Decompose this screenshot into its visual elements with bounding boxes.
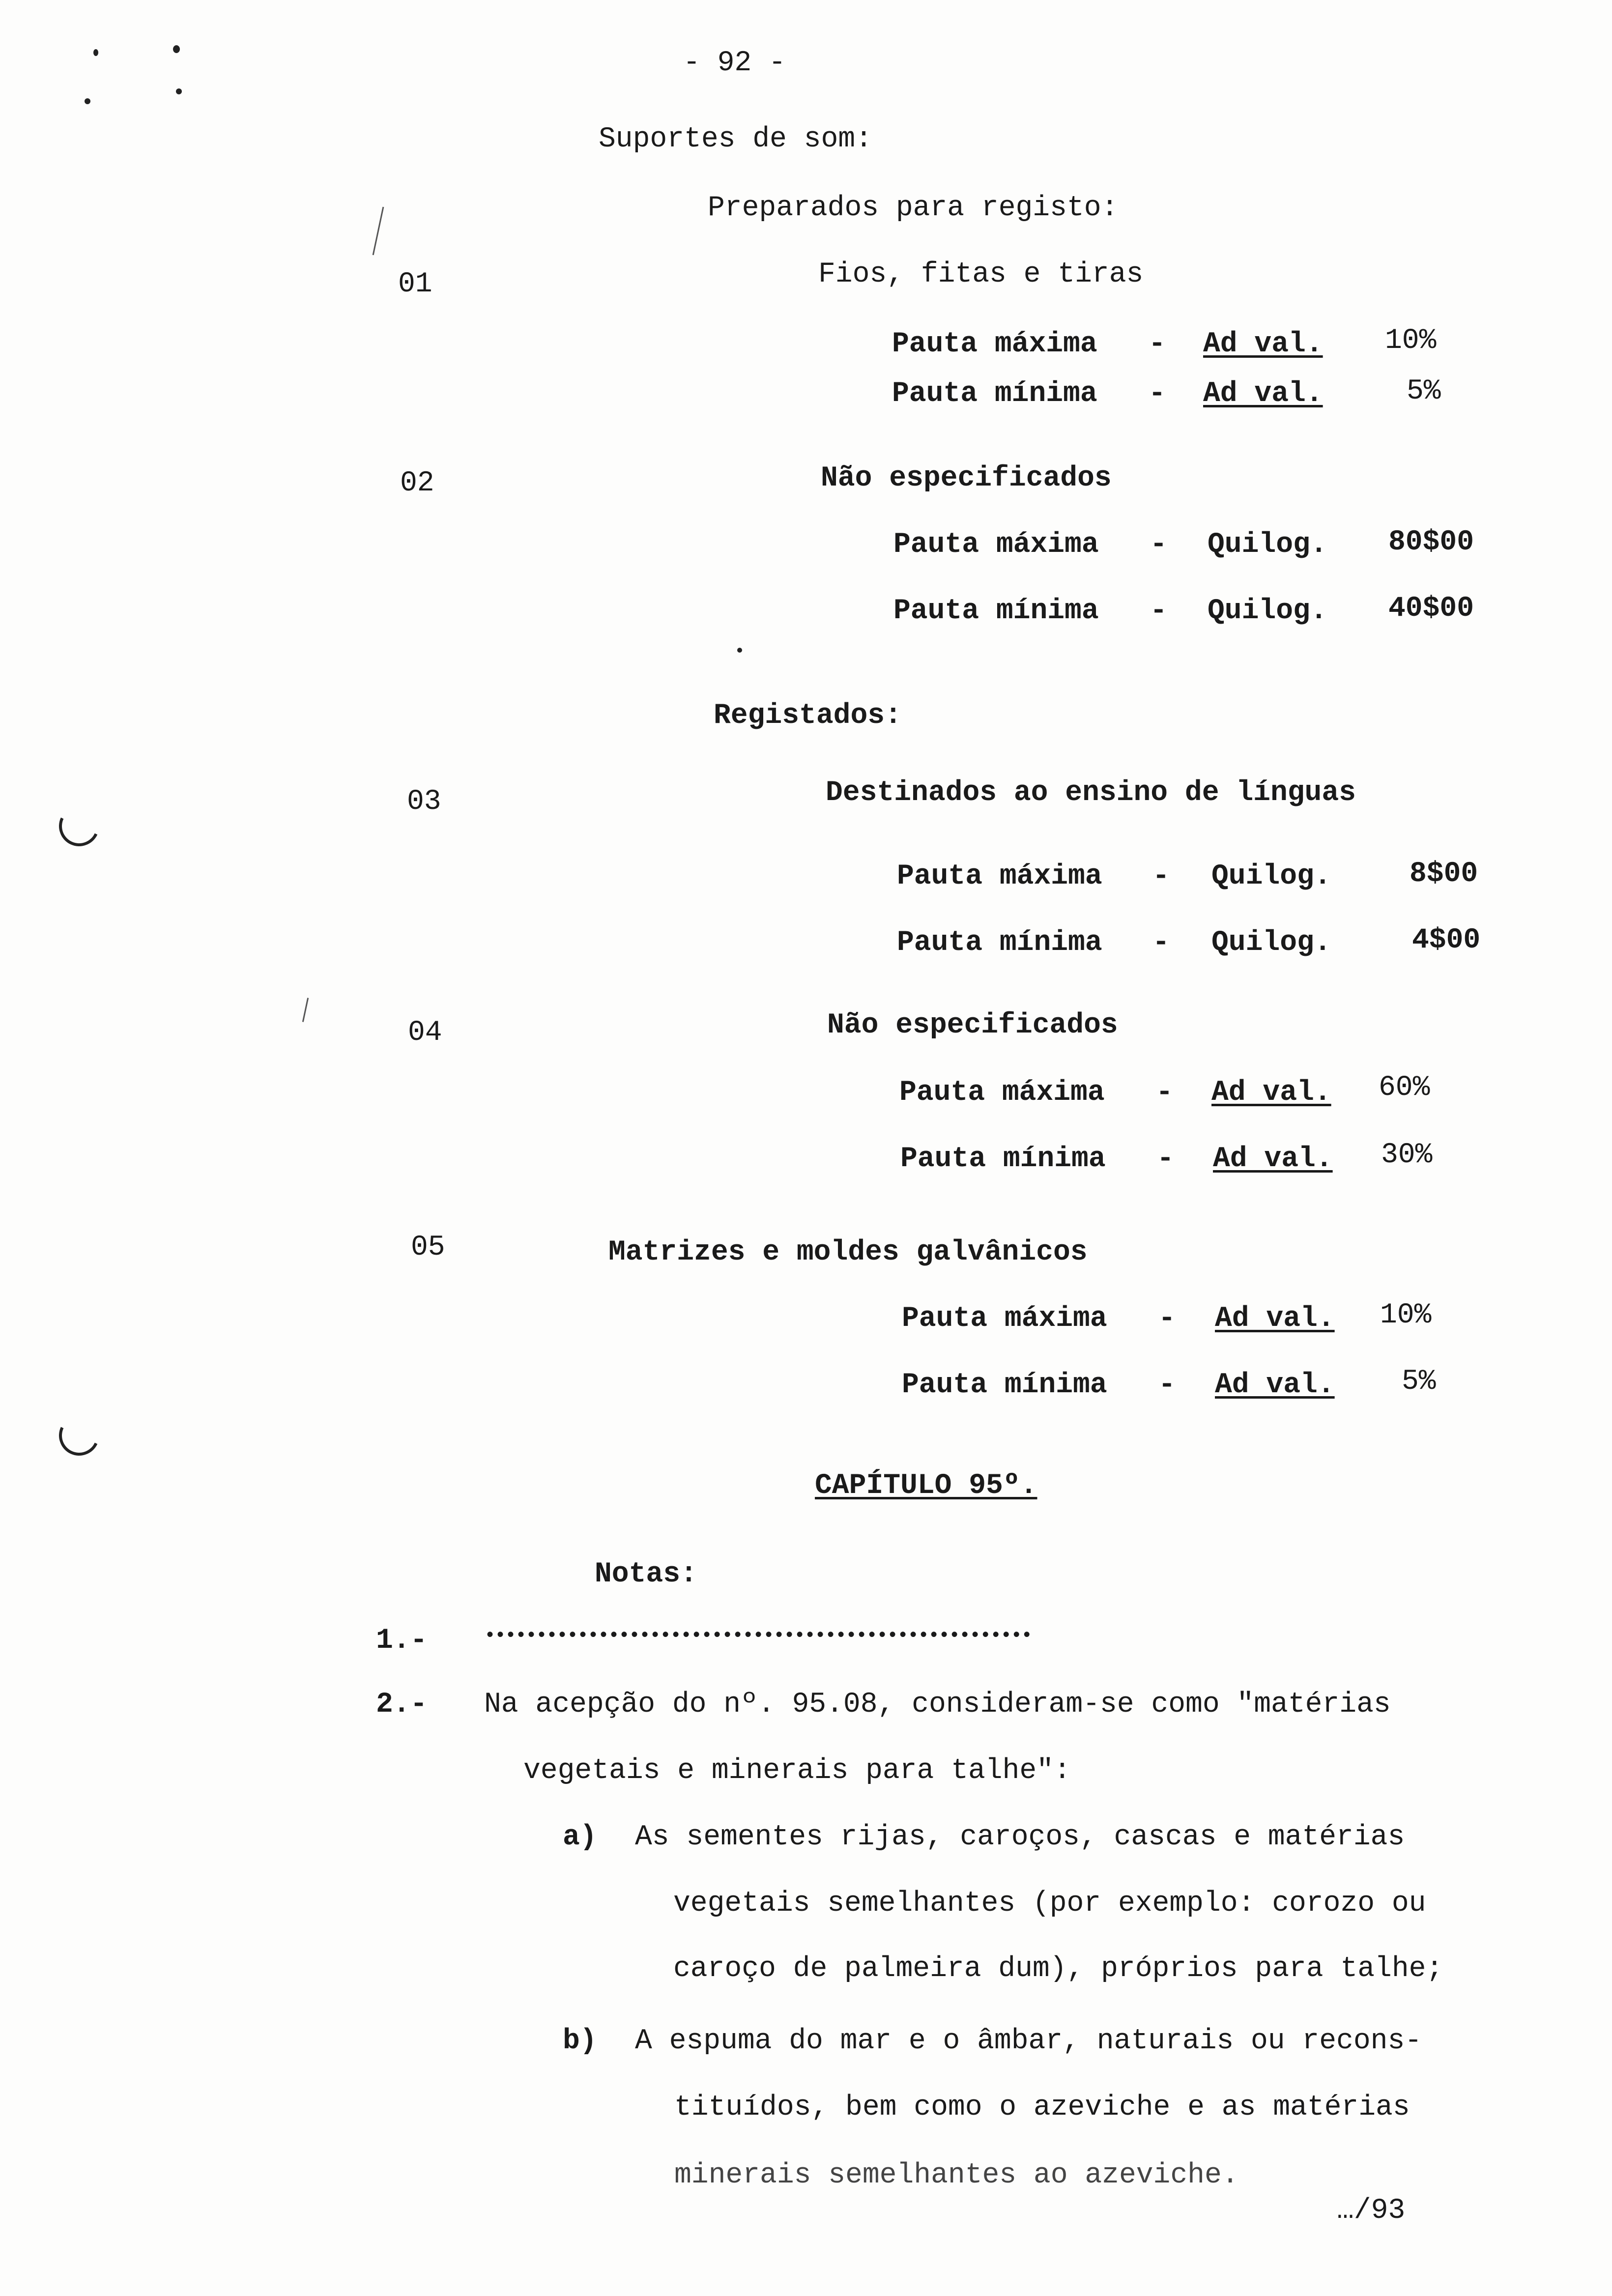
note-number: 1.- [376,1625,428,1657]
item-code: 03 [407,786,441,818]
rate-dash: - [1150,529,1167,561]
rate-label: Pauta mínima [892,378,1097,410]
subitem-text: caroço de palmeira dum), próprios para talhe; [673,1953,1443,1985]
rate-unit: Ad val. [1213,1143,1333,1175]
ink-speck [173,45,180,53]
rate-dash: - [1152,927,1170,959]
rate-value: 10% [1385,325,1437,357]
item-code: 02 [400,467,434,499]
subitem-text: A espuma do mar e o âmbar, naturais ou recons- [635,2025,1422,2057]
rate-value: 30% [1381,1139,1433,1171]
rate-value: 60% [1379,1072,1430,1104]
note-number: 2.- [376,1689,428,1721]
rate-unit: Quilog. [1208,595,1327,627]
subitem-letter: a) [563,1821,597,1853]
item-name: Destinados ao ensino de línguas [826,777,1356,809]
rate-label: Pauta máxima [892,328,1097,360]
subitem-text: tituídos, bem como o azeviche e as matérias [674,2092,1410,2124]
item-code: 05 [411,1232,445,1263]
rate-label: Pauta mínima [897,927,1102,959]
rate-unit: Ad val. [1203,328,1323,360]
subitem-text: As sementes rijas, caroços, cascas e matérias [635,1821,1405,1853]
note-text: Na acepção do nº. 95.08, consideram-se como "matérias [484,1689,1391,1721]
note-text: vegetais e minerais para talhe": [523,1755,1071,1787]
rate-unit: Ad val. [1215,1369,1335,1401]
rate-value: 40$00 [1388,593,1474,625]
page-title: Suportes de som: [599,123,872,155]
rate-unit: Quilog. [1211,861,1331,892]
rate-dash: - [1157,1143,1174,1175]
section-heading: Preparados para registo: [708,192,1119,224]
rate-dash: - [1150,595,1167,627]
item-name: Não especificados [827,1009,1118,1041]
ink-speck [176,88,182,94]
subitem-letter: b) [563,2025,597,2057]
item-name: Não especificados [821,462,1112,494]
rate-dash: - [1149,378,1166,410]
chapter-title: CAPÍTULO 95º. [815,1470,1037,1502]
rate-dash: - [1158,1303,1176,1335]
punch-hole-mark [53,800,105,852]
rate-value: 5% [1407,375,1441,407]
ink-speck [93,49,98,56]
rate-dash: - [1152,861,1170,892]
rate-dash: - [1156,1077,1173,1109]
rate-value: 10% [1380,1299,1432,1331]
item-code: 04 [408,1017,442,1049]
rate-unit: Ad val. [1215,1303,1335,1335]
rate-label: Pauta máxima [893,529,1099,561]
rate-unit: Ad val. [1211,1077,1331,1109]
rate-dash: - [1149,328,1166,360]
rate-label: Pauta máxima [897,861,1102,892]
rate-unit: Quilog. [1211,927,1331,959]
item-name: Matrizes e moldes galvânicos [608,1236,1088,1268]
rate-value: 5% [1402,1366,1436,1398]
ink-speck [737,648,742,653]
pencil-mark [373,207,384,255]
rate-unit: Ad val. [1203,378,1323,410]
rate-label: Pauta mínima [902,1369,1107,1401]
rate-label: Pauta máxima [899,1077,1105,1109]
item-code: 01 [398,268,432,300]
rate-label: Pauta máxima [902,1303,1107,1335]
notes-heading: Notas: [595,1558,697,1590]
note-ellipsis: ••••••••••••••••••••••••••••••••••••••••••••••••••••• [484,1625,1032,1647]
rate-unit: Quilog. [1208,529,1327,561]
rate-value: 4$00 [1412,924,1481,956]
rate-label: Pauta mínima [893,595,1099,627]
subitem-text: minerais semelhantes ao azeviche. [674,2159,1239,2191]
rate-value: 80$00 [1388,526,1474,558]
rate-label: Pauta mínima [900,1143,1106,1175]
subitem-text: vegetais semelhantes (por exemplo: corozo ou [673,1888,1426,1920]
rate-dash: - [1158,1369,1176,1401]
continuation-marker: …/93 [1337,2195,1406,2227]
ink-speck [85,98,90,104]
pencil-mark [302,998,309,1022]
punch-hole-mark [53,1409,105,1461]
rate-value: 8$00 [1410,858,1478,890]
page-number: - 92 - [683,47,786,79]
item-name: Fios, fitas e tiras [818,258,1144,290]
section-heading: Registados: [714,700,902,732]
